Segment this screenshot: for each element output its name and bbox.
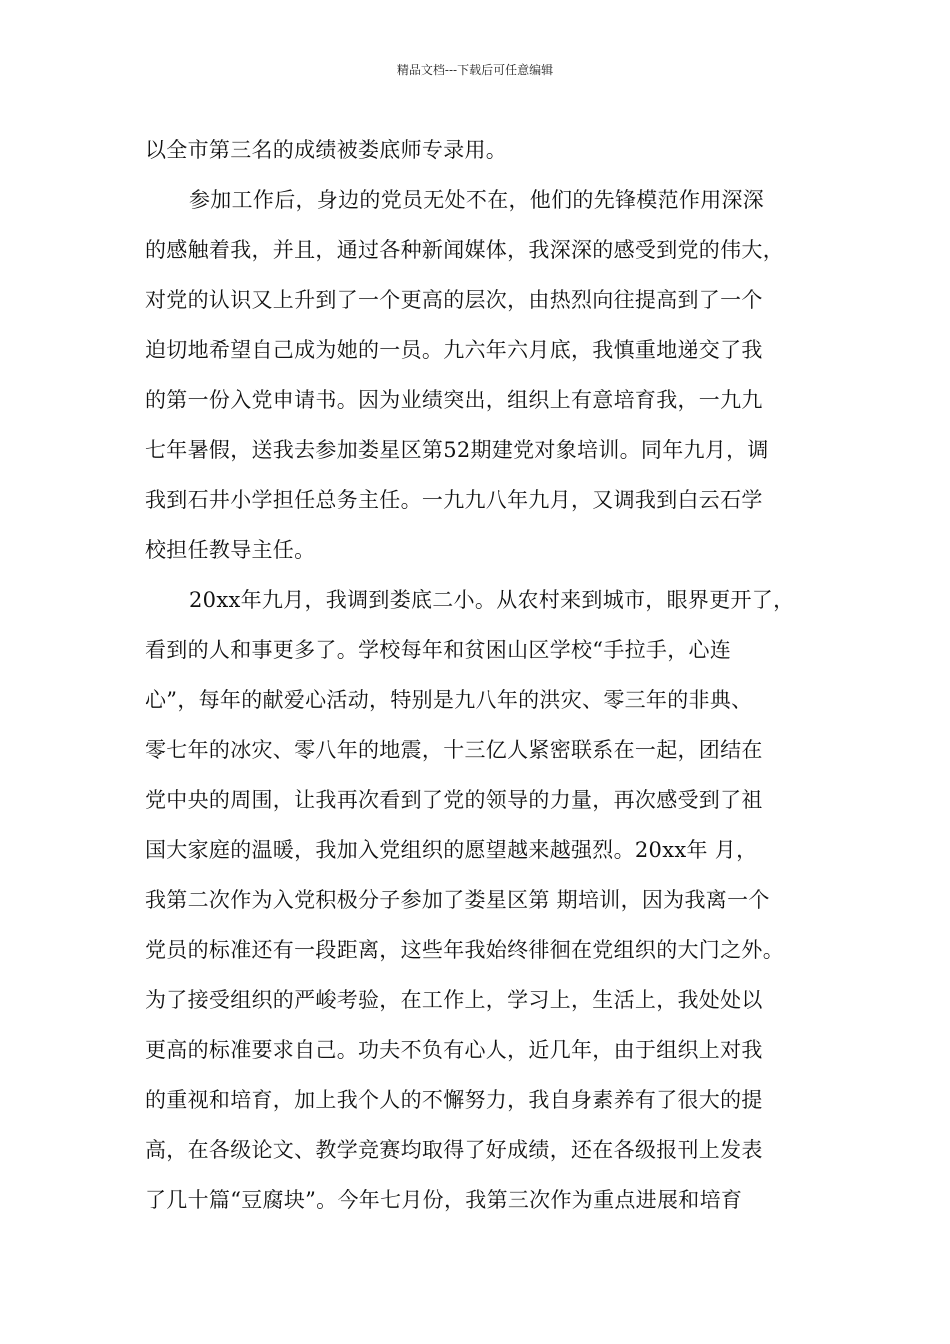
page-header: 精品文档---下载后可任意编辑 bbox=[396, 63, 554, 77]
text-line: 更高的标准要求自己。功夫不负有心人，近几年，由于组织上对我 bbox=[145, 1038, 763, 1062]
text-line: 零七年的冰灾、零八年的地震，十三亿人紧密联系在一起，团结在 bbox=[145, 738, 763, 762]
text-line: 党中央的周围，让我再次看到了党的领导的力量，再次感受到了祖 bbox=[145, 788, 763, 812]
text-line: 参加工作后，身边的党员无处不在，他们的先锋模范作用深深 bbox=[189, 188, 765, 212]
text-line: 心”，每年的献爱心活动，特别是九八年的洪灾、零三年的非典、 bbox=[145, 688, 753, 712]
text-line: 我第二次作为入党积极分子参加了娄星区第 期培训，因为我离一个 bbox=[145, 888, 770, 912]
text-line: 20xx年九月，我调到娄底二小。从农村来到城市，眼界更开了， bbox=[189, 588, 795, 612]
text-line: 的重视和培育，加上我个人的不懈努力，我自身素养有了很大的提 bbox=[145, 1088, 763, 1112]
text-line: 校担任教导主任。 bbox=[145, 538, 316, 562]
text-line: 对党的认识又上升到了一个更高的层次，由热烈向往提高到了一个 bbox=[145, 288, 763, 312]
text-line: 的第一份入党申请书。因为业绩突出，组织上有意培育我，一九九 bbox=[145, 388, 763, 412]
text-line: 七年暑假，送我去参加娄星区第52期建党对象培训。同年九月，调 bbox=[145, 438, 769, 462]
text-line: 国大家庭的温暖，我加入党组织的愿望越来越强烈。20xx年 月， bbox=[145, 838, 758, 862]
text-line: 看到的人和事更多了。学校每年和贫困山区学校“手拉手，心连 bbox=[145, 638, 732, 662]
document-body bbox=[145, 125, 825, 1225]
text-line: 的感触着我，并且，通过各种新闻媒体，我深深的感受到党的伟大， bbox=[145, 238, 784, 262]
text-line: 高，在各级论文、教学竞赛均取得了好成绩，还在各级报刊上发表 bbox=[145, 1138, 763, 1162]
text-line: 迫切地希望自己成为她的一员。九六年六月底，我慎重地递交了我 bbox=[145, 338, 763, 362]
text-line: 为了接受组织的严峻考验，在工作上，学习上，生活上，我处处以 bbox=[145, 988, 763, 1012]
text-line: 党员的标准还有一段距离，这些年我始终徘徊在党组织的大门之外。 bbox=[145, 938, 784, 962]
text-line: 我到石井小学担任总务主任。一九九八年九月，又调我到白云石学 bbox=[145, 488, 763, 512]
text-line: 了几十篇“豆腐块”。今年七月份，我第三次作为重点进展和培育 bbox=[145, 1188, 743, 1212]
text-line: 以全市第三名的成绩被娄底师专录用。 bbox=[145, 138, 508, 162]
